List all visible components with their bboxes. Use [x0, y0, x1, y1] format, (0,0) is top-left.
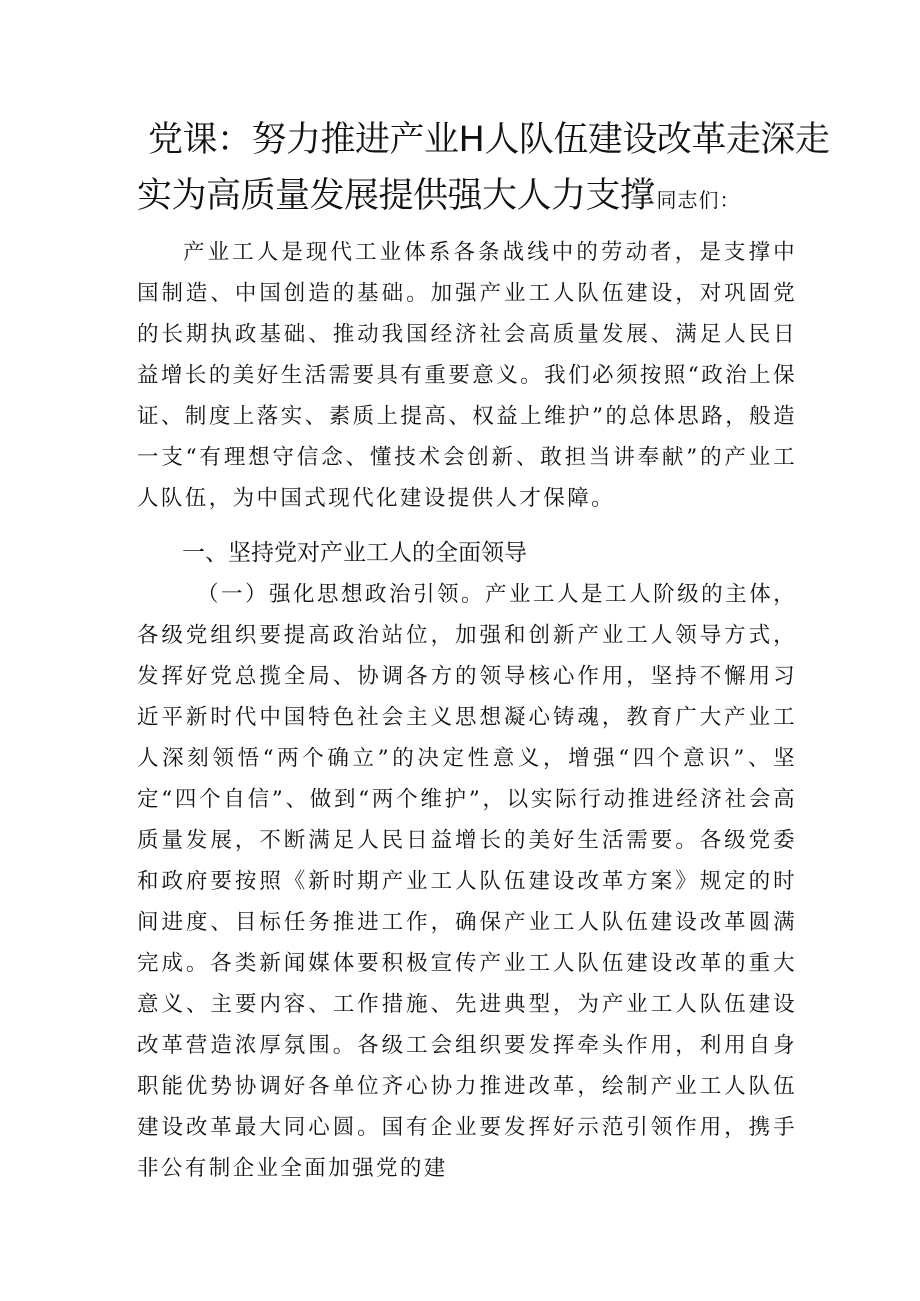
section-heading-1: 一、坚持党对产业工人的全面领导 — [182, 540, 527, 566]
paragraph-section-1-1: （一）强化思想政治引领。产业工人是工人阶级的主体，各级党组织要提高政治站位，加强和创新产业工人领导方式，发挥好党总揽全局、协调各方的领导核心作用，坚持不懈用习近平新时代中国特色社会主义思想凝心铸魂，教育广大产业工人深刻领悟“两个确立”的决定性意义，增强“四个意识”、坚定“四个自信”、做到“两个维护”，以实际行动推进经济社会高质量发展，不断满足人民日益增长的美好生活需要。各级党委和政府要按照《新时期产业工人队伍建设改革方案》规定的时间进度、目标任务推进工作，确保产业工人队伍建设改革圆满完成。各类新闻媒体要积极宣传产业工人队伍建设改革的重大意义、主要内容、工作措施、先进典型，为产业工人队伍建设改革营造浓厚氛围。各级工会组织要发挥牵头作用，利用自身职能优势协调好各单位齐心协力推进改革，绘制产业工人队伍建设改革最大同心圆。国有企业要发挥好示范引领作用，携手非公有制企业全面加强党的建 — [137, 582, 797, 1181]
document-title-text: 实为高质量发展提供强大人力支撑 — [137, 176, 655, 216]
greeting: 同志们： — [656, 188, 741, 212]
document-title-line-1: 党课：努力推进产业H人队伍建设改革走深走 — [148, 120, 830, 160]
document-title-line-2 — [137, 174, 741, 222]
paragraph-intro: 产业工人是现代工业体系各条战线中的劳动者，是支撑中国制造、中国创造的基础。加强产业工人队伍建设，对巩固党的长期执政基础、推动我国经济社会高质量发展、满足人民日益增长的美好生活需要具有重要意义。我们必须按照“政治上保证、制度上落实、素质上提高、权益上维护”的总体思路，般造一支“有理想守信念、懂技术会创新、敢担当讲奉献”的产业工人队伍，为中国式现代化建设提供人才保障。 — [137, 240, 797, 511]
